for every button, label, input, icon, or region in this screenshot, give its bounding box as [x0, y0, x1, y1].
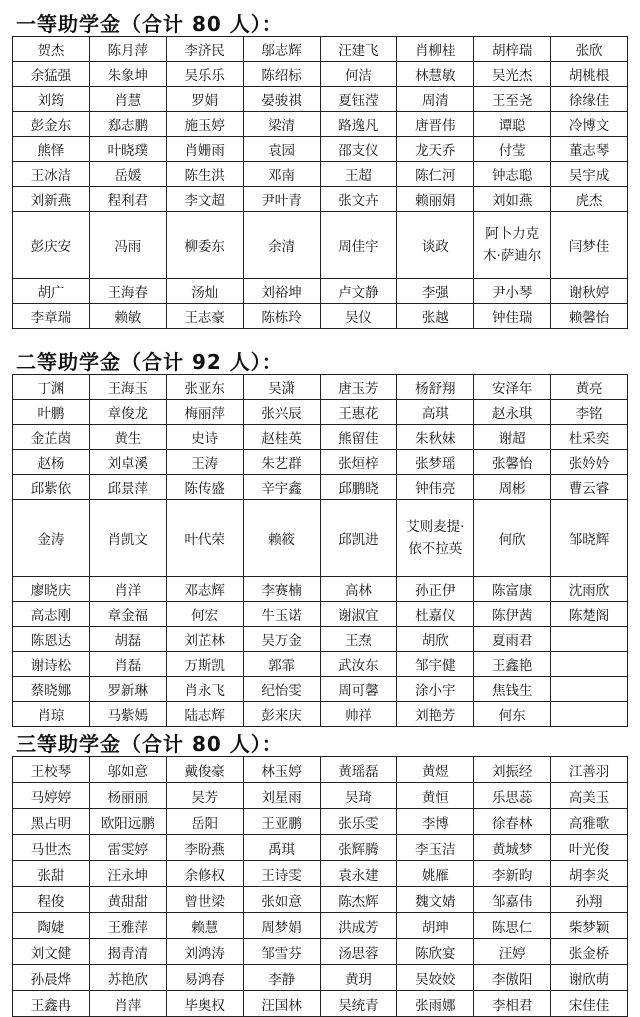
name-cell: 周彬 — [474, 475, 551, 500]
name-cell: 岳媛 — [89, 162, 166, 187]
name-cell: 安泽年 — [474, 375, 551, 400]
name-cell: 刘芷林 — [166, 627, 243, 652]
name-cell: 易鸿春 — [166, 965, 243, 991]
name-cell: 胡欣 — [397, 627, 474, 652]
name-cell: 汪建飞 — [320, 37, 397, 62]
name-cell: 沈雨欣 — [551, 577, 628, 602]
name-cell: 余清 — [243, 212, 320, 279]
name-cell: 郭霏 — [243, 652, 320, 677]
table-row — [13, 187, 628, 212]
name-cell: 汪永坤 — [89, 861, 166, 887]
name-cell: 邹嘉伟 — [474, 887, 551, 913]
table-row — [13, 375, 628, 400]
name-cell: 张烜梓 — [320, 450, 397, 475]
name-cell: 丁渊 — [13, 375, 90, 400]
name-cell: 曾世梁 — [166, 887, 243, 913]
name-cell: 肖慧 — [89, 87, 166, 112]
name-cell: 章金福 — [89, 602, 166, 627]
name-cell: 冷博文 — [551, 112, 628, 137]
name-cell: 王至尧 — [474, 87, 551, 112]
name-cell: 陈传盛 — [166, 475, 243, 500]
name-cell: 吴琦 — [320, 783, 397, 809]
name-cell: 郄志鹏 — [89, 112, 166, 137]
name-cell: 黄亮 — [551, 375, 628, 400]
name-cell: 赵杨 — [13, 450, 90, 475]
name-cell: 柳委东 — [166, 212, 243, 279]
name-cell: 赵永琪 — [474, 400, 551, 425]
name-cell: 吴光杰 — [474, 62, 551, 87]
name-cell: 王校琴 — [13, 757, 90, 783]
name-cell: 雷雯婷 — [89, 835, 166, 861]
name-cell: 熊留佳 — [320, 425, 397, 450]
name-cell: 谢超 — [474, 425, 551, 450]
table-row — [13, 757, 628, 783]
name-cell: 唐玉芳 — [320, 375, 397, 400]
name-cell: 刘星雨 — [243, 783, 320, 809]
table-row — [13, 37, 628, 62]
name-cell: 肖柳桂 — [397, 37, 474, 62]
table-row — [13, 652, 628, 677]
name-cell: 肖永飞 — [166, 677, 243, 702]
name-cell: 赖筱 — [243, 500, 320, 577]
name-cell: 夏雨君 — [474, 627, 551, 652]
name-cell: 李文超 — [166, 187, 243, 212]
name-cell: 李铭 — [551, 400, 628, 425]
name-cell: 吴姣姣 — [397, 965, 474, 991]
name-cell: 余修权 — [166, 861, 243, 887]
name-cell: 张越 — [397, 304, 474, 329]
name-cell: 杨舒翔 — [397, 375, 474, 400]
name-cell: 吴宇成 — [551, 162, 628, 187]
name-cell: 胡梓瑞 — [474, 37, 551, 62]
name-cell: 刘振经 — [474, 757, 551, 783]
name-cell: 王鑫冉 — [13, 991, 90, 1017]
table-row — [13, 913, 628, 939]
name-cell: 李新昀 — [474, 861, 551, 887]
table-row — [13, 304, 628, 329]
name-cell: 邵支仪 — [320, 137, 397, 162]
name-cell: 章俊龙 — [89, 400, 166, 425]
section-1-title: 一等助学金（合计 80 人）： — [16, 12, 283, 36]
name-cell: 余猛强 — [13, 62, 90, 87]
name-cell: 李赛楠 — [243, 577, 320, 602]
name-cell: 叶代荣 — [166, 500, 243, 577]
name-cell: 何欣 — [474, 500, 551, 577]
name-cell: 肖姗雨 — [166, 137, 243, 162]
name-cell: 肖萍 — [89, 991, 166, 1017]
name-cell: 闫梦佳 — [551, 212, 628, 279]
name-cell: 周清 — [397, 87, 474, 112]
name-cell: 陶婕 — [13, 913, 90, 939]
name-cell: 刘新燕 — [13, 187, 90, 212]
name-cell: 刘卓溪 — [89, 450, 166, 475]
name-cell: 叶光俊 — [551, 835, 628, 861]
name-cell: 陈月萍 — [89, 37, 166, 62]
table-row — [13, 991, 628, 1017]
name-cell: 叶晓璞 — [89, 137, 166, 162]
name-cell: 陈思仁 — [474, 913, 551, 939]
name-cell: 张金桥 — [551, 939, 628, 965]
name-cell: 何宏 — [166, 602, 243, 627]
name-cell: 陈欣宴 — [397, 939, 474, 965]
name-cell: 李博 — [397, 809, 474, 835]
name-cell: 黑占明 — [13, 809, 90, 835]
name-cell: 张亚东 — [166, 375, 243, 400]
name-cell: 冯雨 — [89, 212, 166, 279]
name-cell: 王亚鹏 — [243, 809, 320, 835]
name-cell: 谭聪 — [474, 112, 551, 137]
name-cell: 高雅歌 — [551, 809, 628, 835]
name-cell: 邹晓辉 — [551, 500, 628, 577]
table-row — [13, 212, 628, 279]
name-cell: 邱凯进 — [320, 500, 397, 577]
name-cell: 史诗 — [166, 425, 243, 450]
name-cell: 牛玉诺 — [243, 602, 320, 627]
name-cell: 阿卜力克木·萨迪尔 — [474, 212, 551, 279]
name-cell: 魏文婧 — [397, 887, 474, 913]
name-cell: 刘裕坤 — [243, 279, 320, 304]
name-cell: 陆志辉 — [166, 702, 243, 727]
grant-table-2 — [12, 374, 628, 727]
name-cell: 李章瑞 — [13, 304, 90, 329]
name-cell: 李傲阳 — [474, 965, 551, 991]
name-cell: 朱艺群 — [243, 450, 320, 475]
name-cell: 陈栋玲 — [243, 304, 320, 329]
name-cell: 程利君 — [89, 187, 166, 212]
name-cell: 林慧敏 — [397, 62, 474, 87]
name-cell: 蔡晓娜 — [13, 677, 90, 702]
name-cell — [551, 627, 628, 652]
name-cell: 邱景萍 — [89, 475, 166, 500]
name-cell: 钟志聪 — [474, 162, 551, 187]
table-row — [13, 887, 628, 913]
table-row — [13, 279, 628, 304]
name-cell: 刘筠 — [13, 87, 90, 112]
name-cell: 马婷婷 — [13, 783, 90, 809]
table-row — [13, 965, 628, 991]
name-cell: 揭青清 — [89, 939, 166, 965]
name-cell: 赖丽娟 — [397, 187, 474, 212]
name-cell: 陈富康 — [474, 577, 551, 602]
name-cell: 赵桂英 — [243, 425, 320, 450]
table-row — [13, 500, 628, 577]
name-cell: 张妗妗 — [551, 450, 628, 475]
name-cell: 肖凯文 — [89, 500, 166, 577]
name-cell: 邱鹏晓 — [320, 475, 397, 500]
name-cell: 岳阳 — [166, 809, 243, 835]
name-cell: 彭金东 — [13, 112, 90, 137]
name-cell: 张欣 — [551, 37, 628, 62]
name-cell: 王志豪 — [166, 304, 243, 329]
name-cell: 梁清 — [243, 112, 320, 137]
name-cell: 邹雪芬 — [243, 939, 320, 965]
name-cell: 禹琪 — [243, 835, 320, 861]
name-cell: 李相君 — [474, 991, 551, 1017]
table-row — [13, 677, 628, 702]
name-cell: 袁园 — [243, 137, 320, 162]
name-cell: 陈生洪 — [166, 162, 243, 187]
name-cell: 黄城梦 — [474, 835, 551, 861]
name-cell: 李盼燕 — [166, 835, 243, 861]
name-cell: 张甜 — [13, 861, 90, 887]
name-cell: 黄恒 — [397, 783, 474, 809]
name-cell: 王雅萍 — [89, 913, 166, 939]
name-cell: 周梦娟 — [243, 913, 320, 939]
section-3-title: 三等助学金（合计 80 人）： — [16, 732, 283, 756]
name-cell: 杜嘉仪 — [397, 602, 474, 627]
name-cell: 王超 — [320, 162, 397, 187]
name-cell: 汤思蓉 — [320, 939, 397, 965]
table-row — [13, 627, 628, 652]
name-cell: 纪怡雯 — [243, 677, 320, 702]
name-cell: 孙晨烨 — [13, 965, 90, 991]
name-cell: 邓志辉 — [166, 577, 243, 602]
name-cell: 吴万金 — [243, 627, 320, 652]
name-cell: 陈恩达 — [13, 627, 90, 652]
name-cell: 赖馨怡 — [551, 304, 628, 329]
name-cell: 谢秋婷 — [551, 279, 628, 304]
name-cell — [551, 652, 628, 677]
name-cell: 钟佳瑞 — [474, 304, 551, 329]
table-row — [13, 137, 628, 162]
name-cell: 徐缘佳 — [551, 87, 628, 112]
name-cell: 陈楚阁 — [551, 602, 628, 627]
table-row — [13, 783, 628, 809]
table-row — [13, 861, 628, 887]
name-cell: 路逸凡 — [320, 112, 397, 137]
name-cell: 陈绍标 — [243, 62, 320, 87]
name-cell: 刘如燕 — [474, 187, 551, 212]
name-cell: 王鑫艳 — [474, 652, 551, 677]
name-cell: 卢文静 — [320, 279, 397, 304]
name-cell: 徐春林 — [474, 809, 551, 835]
name-cell: 艾则麦提·依不拉英 — [397, 500, 474, 577]
name-cell: 罗娟 — [166, 87, 243, 112]
name-cell: 高志刚 — [13, 602, 90, 627]
name-cell: 熊怿 — [13, 137, 90, 162]
name-cell: 尹小琴 — [474, 279, 551, 304]
name-cell: 邬志辉 — [243, 37, 320, 62]
name-cell: 王冰洁 — [13, 162, 90, 187]
name-cell: 赖敏 — [89, 304, 166, 329]
name-cell: 董志琴 — [551, 137, 628, 162]
table-row — [13, 450, 628, 475]
name-cell: 汪婷 — [474, 939, 551, 965]
name-cell: 夏钰滢 — [320, 87, 397, 112]
name-cell: 袁永建 — [320, 861, 397, 887]
name-cell: 朱象坤 — [89, 62, 166, 87]
name-cell: 张乐雯 — [320, 809, 397, 835]
name-cell: 高林 — [320, 577, 397, 602]
section-2-title: 二等助学金（合计 92 人）： — [16, 350, 283, 374]
name-cell: 廖晓庆 — [13, 577, 90, 602]
name-cell: 高琪 — [397, 400, 474, 425]
name-cell: 金涛 — [13, 500, 90, 577]
grant-table-1 — [12, 36, 628, 329]
name-cell: 谢诗松 — [13, 652, 90, 677]
name-cell: 吴乐乐 — [166, 62, 243, 87]
name-cell: 杨丽丽 — [89, 783, 166, 809]
name-cell: 洪成芳 — [320, 913, 397, 939]
name-cell: 马紫嫣 — [89, 702, 166, 727]
table-row — [13, 400, 628, 425]
name-cell: 黄煜 — [397, 757, 474, 783]
table-row — [13, 425, 628, 450]
name-cell: 李玉洁 — [397, 835, 474, 861]
table-row — [13, 939, 628, 965]
name-cell: 帅祥 — [320, 702, 397, 727]
name-cell: 刘鸿涛 — [166, 939, 243, 965]
name-cell: 贺杰 — [13, 37, 90, 62]
name-cell: 陈杰辉 — [320, 887, 397, 913]
name-cell: 吴仪 — [320, 304, 397, 329]
name-cell: 周佳宇 — [320, 212, 397, 279]
name-cell: 涂小宇 — [397, 677, 474, 702]
name-cell: 朱秋妹 — [397, 425, 474, 450]
name-cell: 张雨娜 — [397, 991, 474, 1017]
table-row — [13, 702, 628, 727]
name-cell: 曹云睿 — [551, 475, 628, 500]
table-row — [13, 809, 628, 835]
name-cell: 何洁 — [320, 62, 397, 87]
name-cell: 武汝东 — [320, 652, 397, 677]
name-cell — [551, 677, 628, 702]
name-cell: 肖磊 — [89, 652, 166, 677]
name-cell: 刘文健 — [13, 939, 90, 965]
name-cell: 钟伟亮 — [397, 475, 474, 500]
table-row — [13, 835, 628, 861]
table-row — [13, 602, 628, 627]
name-cell: 周可馨 — [320, 677, 397, 702]
name-cell: 姚雁 — [397, 861, 474, 887]
name-cell: 万斯凯 — [166, 652, 243, 677]
name-cell: 王焘 — [320, 627, 397, 652]
table-row — [13, 475, 628, 500]
name-cell: 胡桃根 — [551, 62, 628, 87]
name-cell: 张如意 — [243, 887, 320, 913]
name-cell: 孙翔 — [551, 887, 628, 913]
name-cell: 张兴辰 — [243, 400, 320, 425]
name-cell: 龙天乔 — [397, 137, 474, 162]
name-cell: 张文卉 — [320, 187, 397, 212]
name-cell: 何东 — [474, 702, 551, 727]
name-cell: 毕奥权 — [166, 991, 243, 1017]
name-cell: 吴统青 — [320, 991, 397, 1017]
name-cell: 刘艳芳 — [397, 702, 474, 727]
name-cell: 江善羽 — [551, 757, 628, 783]
name-cell: 尹叶青 — [243, 187, 320, 212]
name-cell: 王惠花 — [320, 400, 397, 425]
name-cell: 谈政 — [397, 212, 474, 279]
name-cell: 谢淑宜 — [320, 602, 397, 627]
name-cell: 李济民 — [166, 37, 243, 62]
name-cell: 陈仁河 — [397, 162, 474, 187]
name-cell: 唐晋伟 — [397, 112, 474, 137]
name-cell: 邓南 — [243, 162, 320, 187]
name-cell: 欧阳远鹏 — [89, 809, 166, 835]
grant-table-3 — [12, 756, 628, 1017]
name-cell: 邬如意 — [89, 757, 166, 783]
name-cell: 彭来庆 — [243, 702, 320, 727]
name-cell: 孙正伊 — [397, 577, 474, 602]
name-cell: 王涛 — [166, 450, 243, 475]
name-cell: 虎杰 — [551, 187, 628, 212]
name-cell: 苏艳欣 — [89, 965, 166, 991]
name-cell: 汪国林 — [243, 991, 320, 1017]
name-cell: 柴梦颖 — [551, 913, 628, 939]
name-cell: 邱紫依 — [13, 475, 90, 500]
name-cell: 宋佳佳 — [551, 991, 628, 1017]
name-cell: 赖慧 — [166, 913, 243, 939]
name-cell: 胡李炎 — [551, 861, 628, 887]
table-row — [13, 162, 628, 187]
name-cell: 程俊 — [13, 887, 90, 913]
name-cell: 王诗雯 — [243, 861, 320, 887]
name-cell: 邹宇健 — [397, 652, 474, 677]
name-cell: 焦钱生 — [474, 677, 551, 702]
name-cell: 汤灿 — [166, 279, 243, 304]
name-cell: 张馨怡 — [474, 450, 551, 475]
name-cell: 王海玉 — [89, 375, 166, 400]
name-cell: 林玉婷 — [243, 757, 320, 783]
name-cell: 胡广 — [13, 279, 90, 304]
name-cell: 黄甜甜 — [89, 887, 166, 913]
table-row — [13, 87, 628, 112]
name-cell: 晏骏祺 — [243, 87, 320, 112]
name-cell: 谢欣萌 — [551, 965, 628, 991]
name-cell: 梅丽萍 — [166, 400, 243, 425]
name-cell: 张辉腾 — [320, 835, 397, 861]
name-cell: 彭庆安 — [13, 212, 90, 279]
name-cell: 黄玥 — [320, 965, 397, 991]
name-cell: 肖琼 — [13, 702, 90, 727]
name-cell: 戴俊豪 — [166, 757, 243, 783]
name-cell: 高美玉 — [551, 783, 628, 809]
name-cell: 辛宇鑫 — [243, 475, 320, 500]
name-cell: 金芷茵 — [13, 425, 90, 450]
table-row — [13, 577, 628, 602]
name-cell: 王海春 — [89, 279, 166, 304]
name-cell: 胡珅 — [397, 913, 474, 939]
name-cell: 吴芳 — [166, 783, 243, 809]
name-cell: 李强 — [397, 279, 474, 304]
name-cell: 乐思蕊 — [474, 783, 551, 809]
name-cell: 张梦瑶 — [397, 450, 474, 475]
name-cell: 黄瑶磊 — [320, 757, 397, 783]
name-cell: 肖洋 — [89, 577, 166, 602]
name-cell: 施玉婷 — [166, 112, 243, 137]
name-cell: 黄生 — [89, 425, 166, 450]
table-row — [13, 112, 628, 137]
name-cell: 付莹 — [474, 137, 551, 162]
name-cell: 马世杰 — [13, 835, 90, 861]
name-cell: 李静 — [243, 965, 320, 991]
table-row — [13, 62, 628, 87]
name-cell: 叶鹏 — [13, 400, 90, 425]
name-cell: 陈伊茜 — [474, 602, 551, 627]
name-cell: 杜采奕 — [551, 425, 628, 450]
name-cell — [551, 702, 628, 727]
name-cell: 胡磊 — [89, 627, 166, 652]
name-cell: 罗新琳 — [89, 677, 166, 702]
name-cell: 吴潇 — [243, 375, 320, 400]
